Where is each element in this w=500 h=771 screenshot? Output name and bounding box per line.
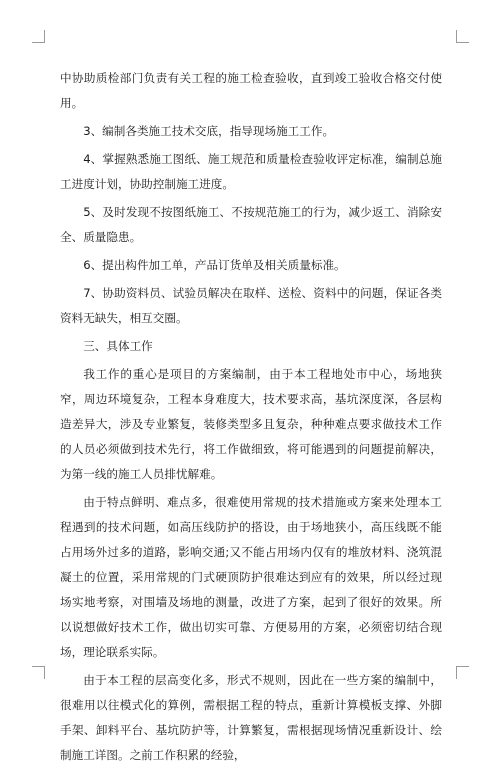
paragraph-technical-issues: 由于特点鲜明、难点多，很难使用常规的技术措施或方案来处理本工程遇到的技术问题，如高压线防护的搭设，由于场地狭小，高压线既不能占用场外过多的道路，影响交通;又不能占用场内仅有的堆放材料、浇筑混凝土的位置，采用常规的门式硬顶防护很难达到应有的效果，所以经过现场实地考察，对围墙及场地的测量，改进了方案，起到了很好的效果。所以说想做好技术工作，做出切实可靠、方便易用的方案，必须密切结合现场，理论联系实际。 [60, 495, 442, 659]
paragraph-item-3: 3、编制各类施工技术交底，指导现场施工工作。 [83, 124, 335, 138]
crop-mark-bottom-right [456, 666, 469, 679]
paragraph-item-7: 7、协助资料员、试验员解决在取样、送检、资料中的问题，保证各类资料无缺失，相互交圈。 [60, 286, 442, 325]
paragraph-work-focus: 我工作的重心是项目的方案编制，由于本工程地处市中心，场地狭窄，周边环境复杂，工程本身难度大，技术要求高，基坑深度深，各层构造差异大，涉及专业繁复，装修类型多且复杂，种种难点要求做技术工作的人员必须做到技术先行，将工作做细致，将可能遇到的问题提前解决，为第一线的施工人员排忧解难。 [60, 367, 442, 481]
paragraph-item-5: 5、及时发现不按图纸施工、不按规范施工的行为，减少返工、消除安全、质量隐患。 [60, 205, 442, 244]
document-body [60, 66, 442, 771]
crop-mark-top-right [456, 30, 469, 43]
crop-mark-bottom-left [32, 666, 45, 679]
section-heading: 三、具体工作 [83, 339, 153, 353]
paragraph-item-4: 4、掌握熟悉施工图纸、施工规范和质量检查验收评定标准，编制总施工进度计划，协助控制施工进度。 [60, 152, 442, 191]
crop-mark-top-left [32, 30, 45, 43]
paragraph-floor-height: 由于本工程的层高变化多，形式不规则，因此在一些方案的编制中，很难用以往模式化的算例，需根据工程的特点，重新计算模板支撑、外脚手架、卸料平台、基坑防护等，计算繁复，需根据现场情况重新设计、绘制施工详图。之前工作积累的经验， [60, 673, 442, 762]
paragraph-item-6: 6、提出构件加工单，产品订货单及相关质量标准。 [83, 258, 346, 272]
paragraph-continuation: 中协助质检部门负责有关工程的施工检查验收，直到竣工验收合格交付使用。 [60, 71, 442, 110]
